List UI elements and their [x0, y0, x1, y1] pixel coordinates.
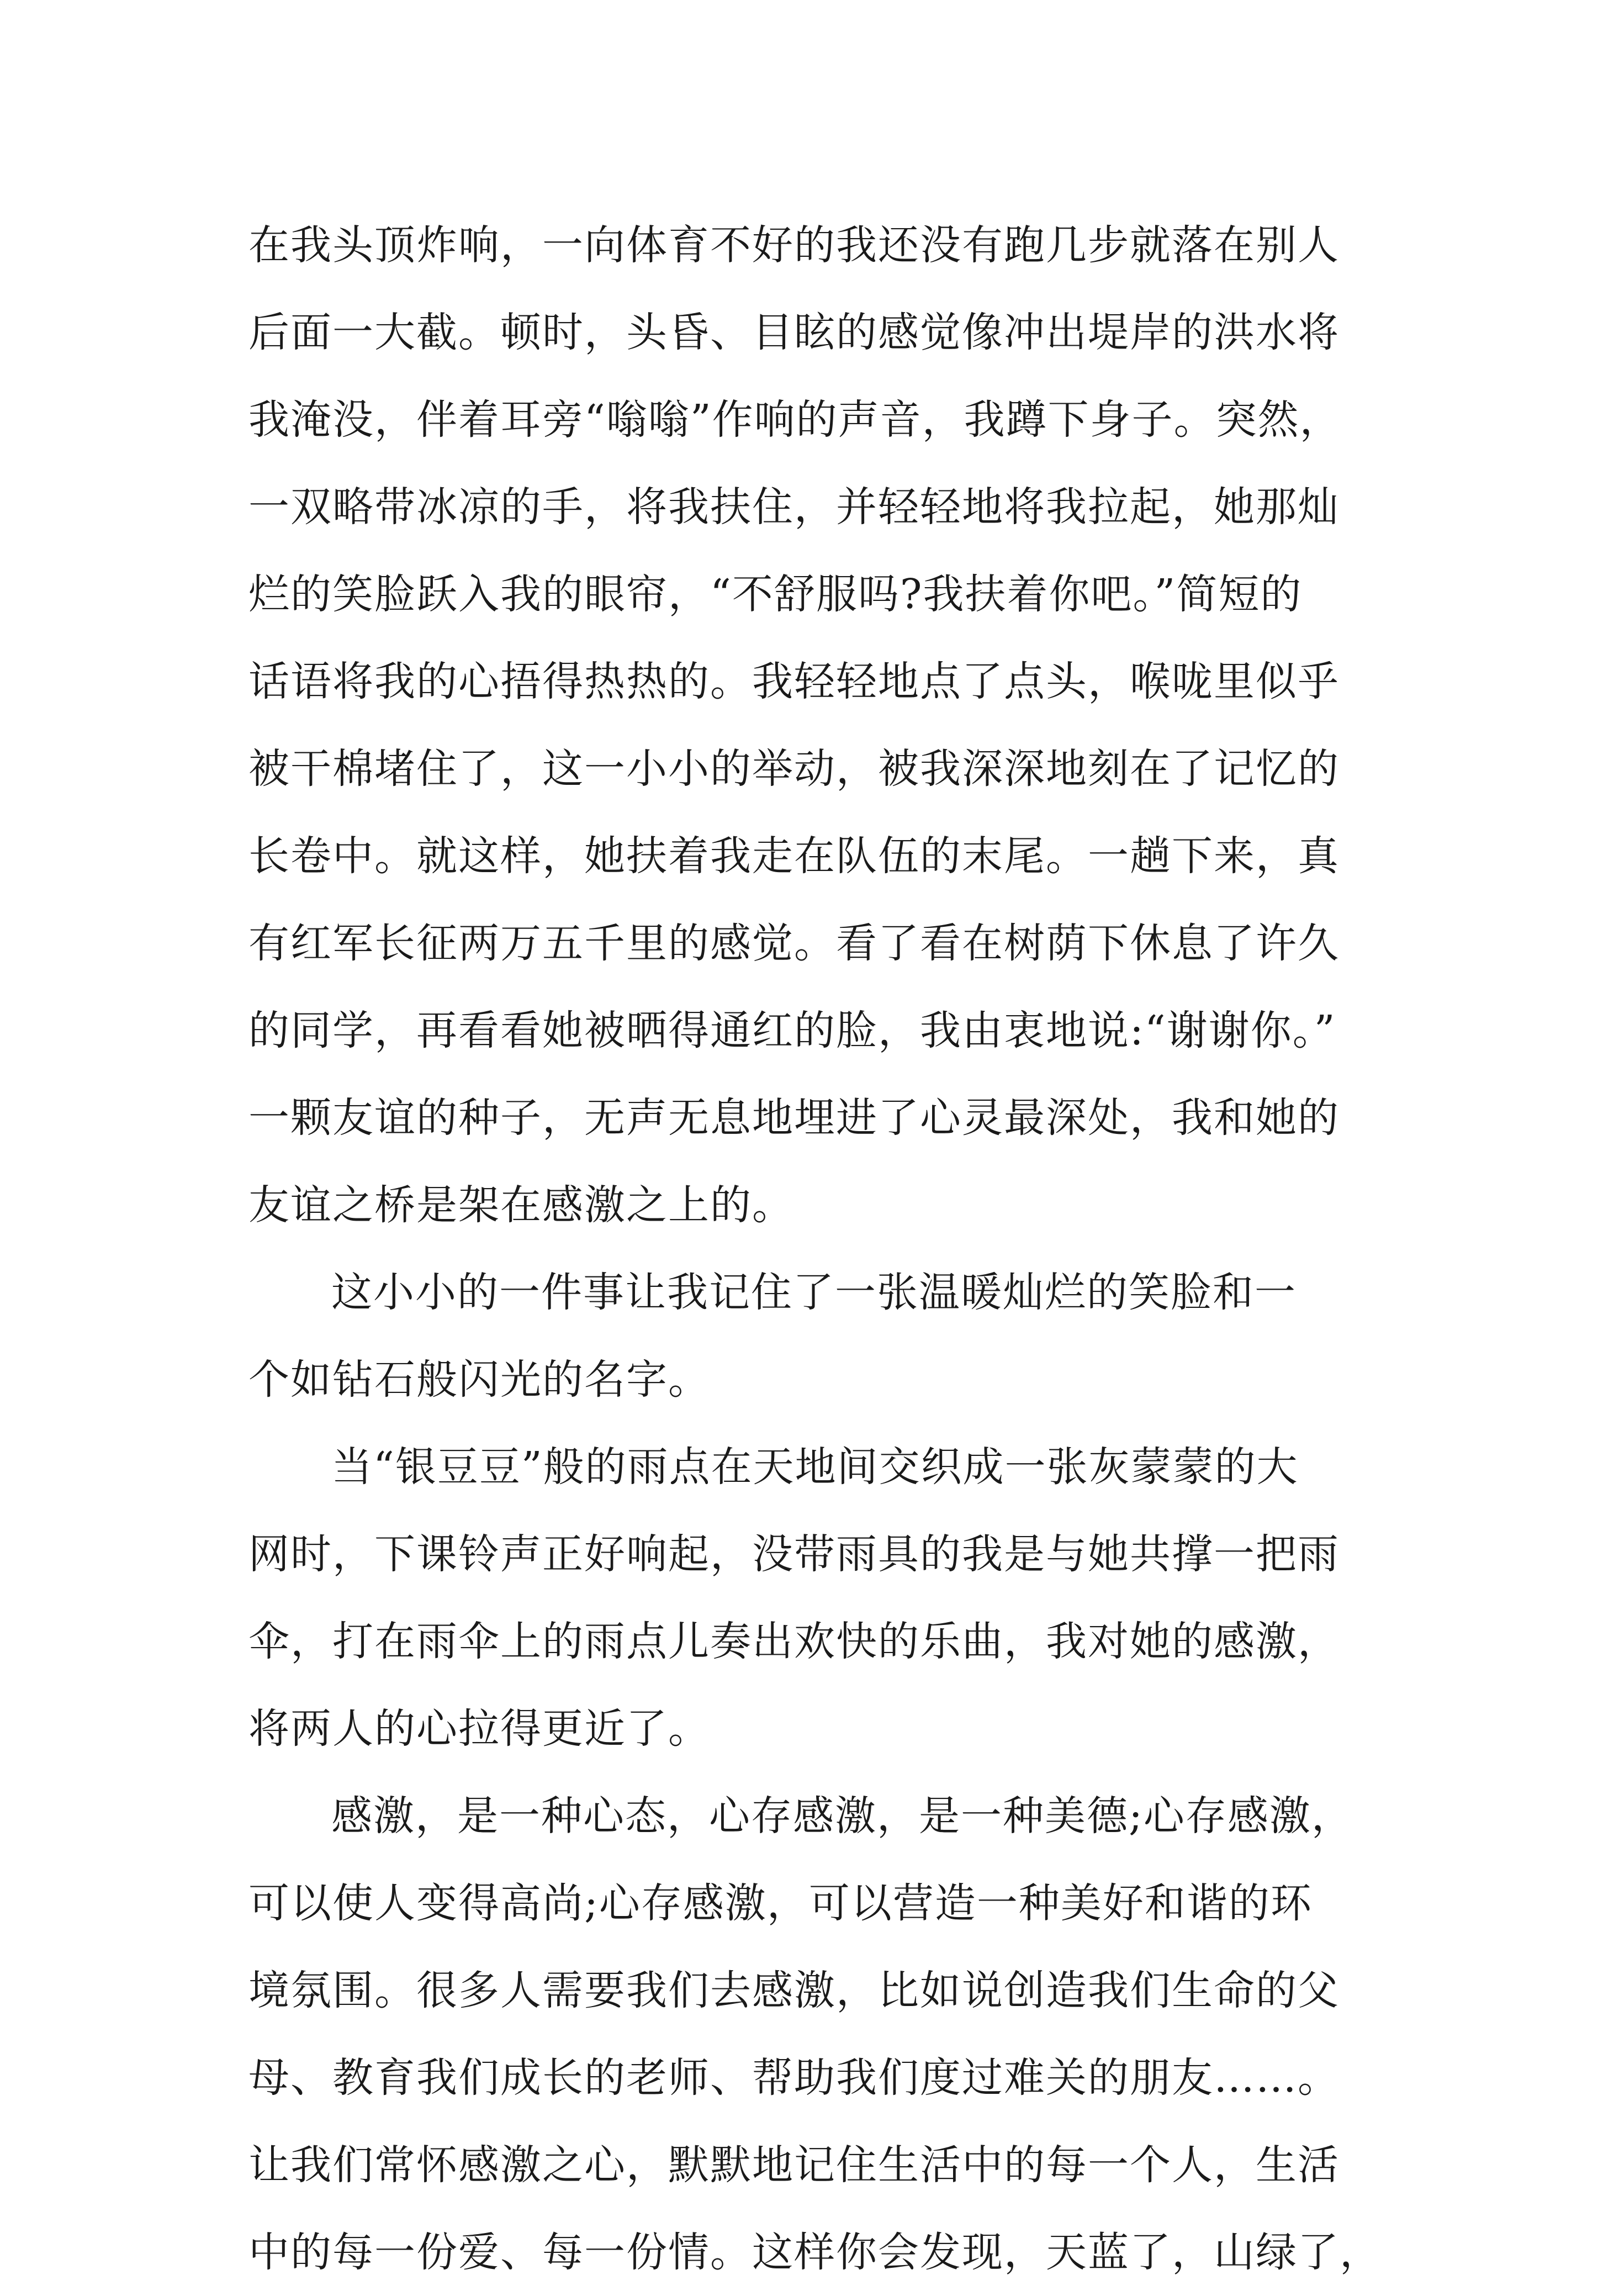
text-line: 在我头顶炸响，一向体育不好的我还没有跑几步就落在别人 — [248, 221, 1340, 269]
text-line: 我淹没，伴着耳旁“嗡嗡”作响的声音，我蹲下身子。突然， — [248, 396, 1342, 444]
text-line: 被干棉堵住了，这一小小的举动，被我深深地刻在了记忆的 — [248, 745, 1340, 793]
text-line: 个如钻石般闪光的名字。 — [248, 1356, 710, 1403]
text-line: 的同学，再看看她被晒得通红的脸，我由衷地说:“谢谢你。” — [248, 1007, 1336, 1054]
text-line: 可以使人变得高尚;心存感激，可以营造一种美好和谐的环 — [248, 1880, 1313, 1927]
text-line: 友谊之桥是架在感激之上的。 — [248, 1181, 794, 1229]
text-line: 让我们常怀感激之心，默默地记住生活中的每一个人，生活 — [248, 2141, 1340, 2189]
text-line: 烂的笑脸跃入我的眼帘，“不舒服吗?我扶着你吧。”简短的 — [248, 571, 1303, 618]
paragraph-start-line: 这小小的一件事让我记住了一张温暖灿烂的笑脸和一 — [331, 1269, 1297, 1316]
text-line: 后面一大截。顿时，头昏、目眩的感觉像冲出堤岸的洪水将 — [248, 309, 1340, 356]
text-line: 有红军长征两万五千里的感觉。看了看在树荫下休息了许久 — [248, 920, 1340, 967]
text-line: 将两人的心拉得更近了。 — [248, 1705, 710, 1753]
text-line: 一颗友谊的种子，无声无息地埋进了心灵最深处，我和她的 — [248, 1094, 1340, 1142]
text-line: 话语将我的心捂得热热的。我轻轻地点了点头，喉咙里似乎 — [248, 658, 1340, 705]
text-line: 中的每一份爱、每一份情。这样你会发现，天蓝了，山绿了， — [248, 2229, 1382, 2276]
text-line: 伞，打在雨伞上的雨点儿奏出欢快的乐曲，我对她的感激， — [248, 1618, 1340, 1665]
essay-body — [248, 202, 1380, 2296]
text-line: 一双略带冰凉的手，将我扶住，并轻轻地将我拉起，她那灿 — [248, 483, 1340, 531]
text-line: 境氛围。很多人需要我们去感激，比如说创造我们生命的父 — [248, 1967, 1340, 2014]
text-line: 母、教育我们成长的老师、帮助我们度过难关的朋友……。 — [248, 2054, 1340, 2102]
text-line: 网时，下课铃声正好响起，没带雨具的我是与她共撑一把雨 — [248, 1530, 1340, 1578]
paragraph-start-line: 当“银豆豆”般的雨点在天地间交织成一张灰蒙蒙的大 — [331, 1443, 1299, 1491]
paragraph-start-line: 感激，是一种心态，心存感激，是一种美德;心存感激， — [331, 1792, 1353, 1840]
text-line: 长卷中。就这样，她扶着我走在队伍的末尾。一趟下来，真 — [248, 832, 1340, 880]
